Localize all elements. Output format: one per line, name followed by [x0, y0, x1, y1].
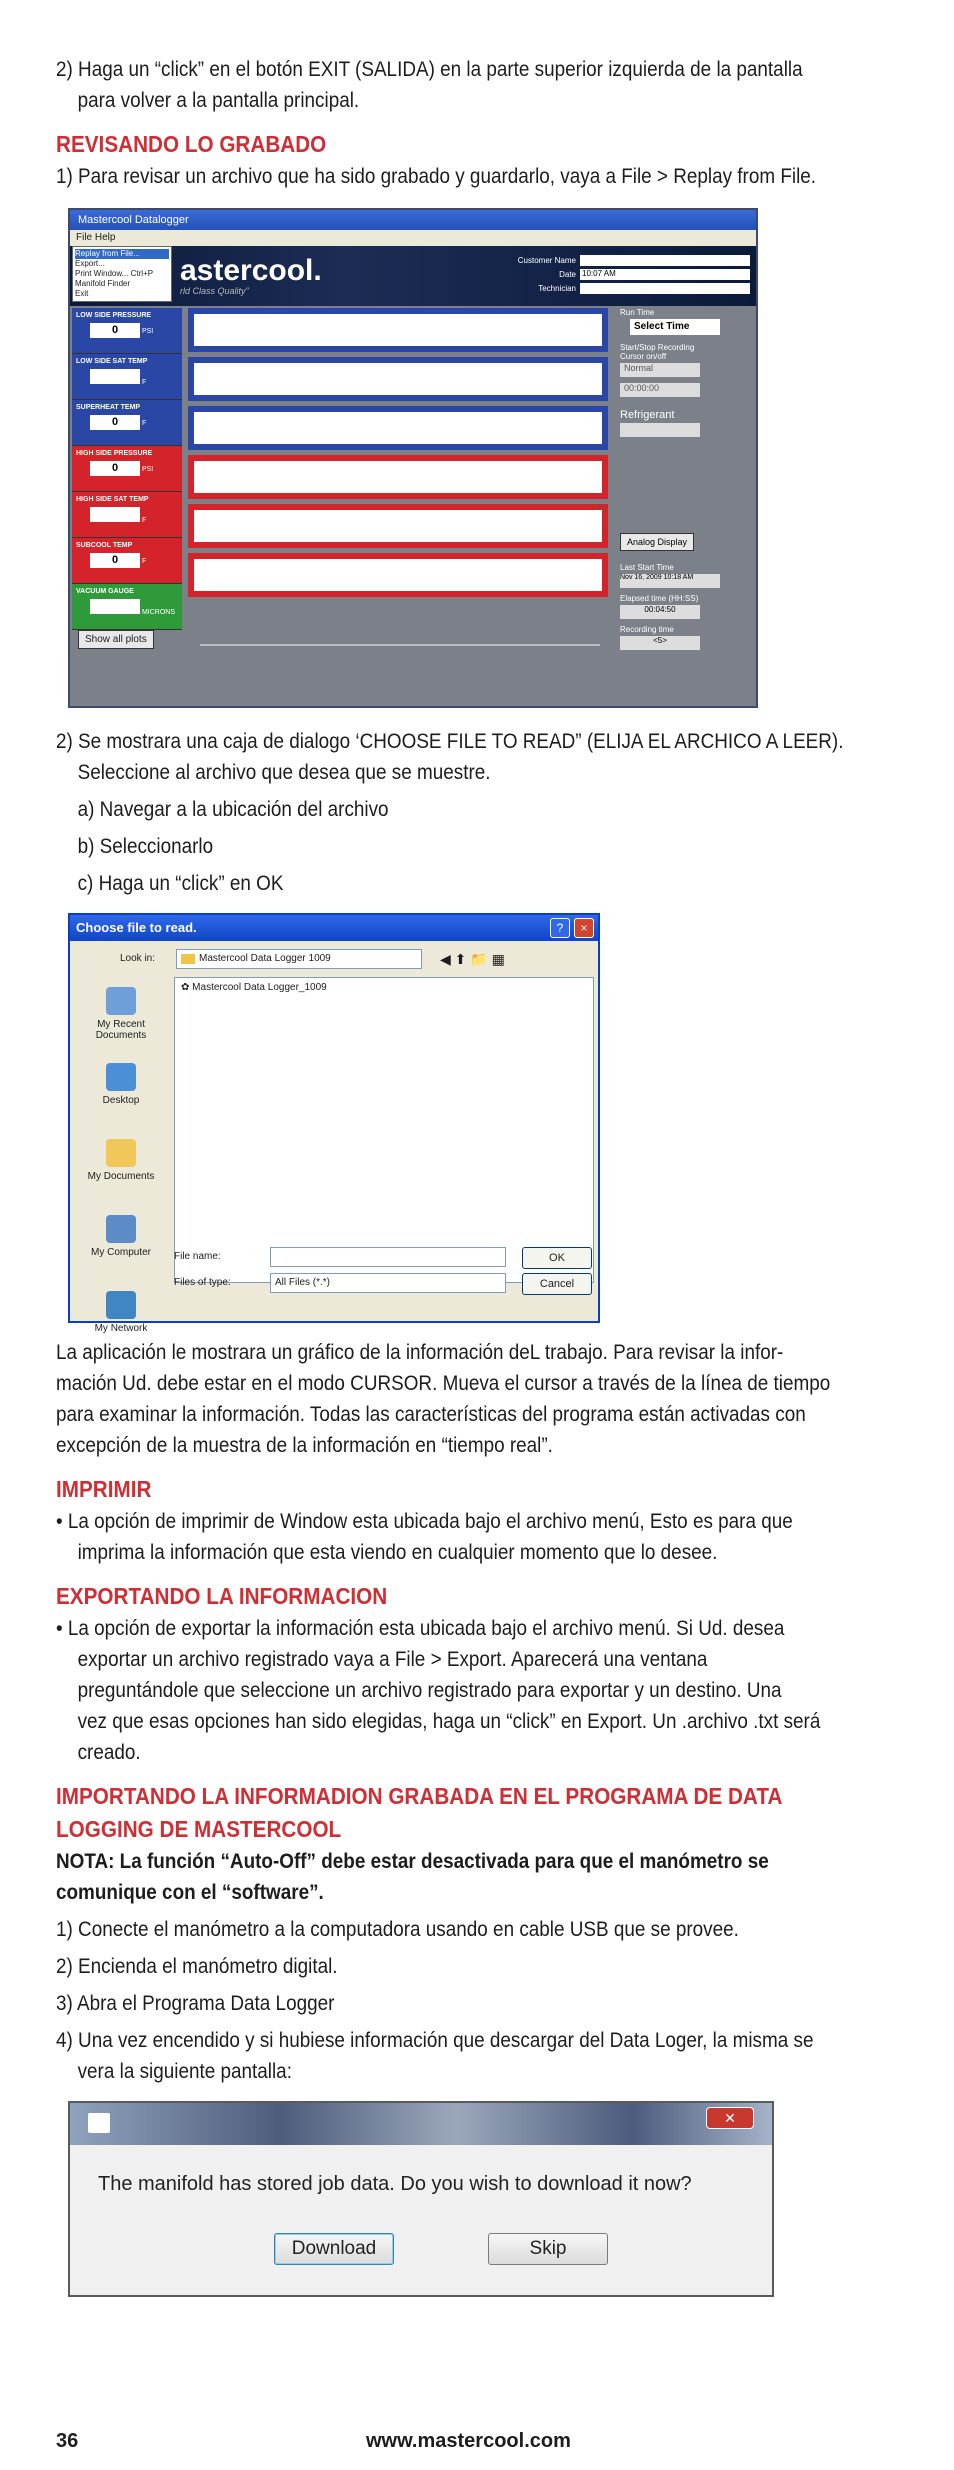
review-step-2	[56, 726, 902, 788]
file-menu-dropdown	[72, 246, 172, 302]
file-item-label: Mastercool Data Logger_1009	[192, 982, 327, 993]
panel-vacuum	[72, 584, 182, 630]
app-para-line-1: La aplicación le mostrara un gráfico de la información deL trabajo. Para revisar la infor-	[56, 1341, 784, 1364]
date-input[interactable]: 10:07 AM	[580, 269, 750, 280]
panel-high-sat	[72, 492, 182, 538]
desktop-icon	[106, 1063, 136, 1091]
panel-value: 0	[90, 553, 140, 568]
import-step-4-line-1: 4) Una vez encendido y si hubiese información que descargar del Data Loger, la misma se	[56, 2029, 814, 2052]
panel-unit: F	[141, 379, 147, 386]
file-name-input[interactable]	[270, 1247, 506, 1267]
step-2-line-2: para volver a la pantalla principal.	[77, 89, 360, 112]
plot-strip	[188, 553, 608, 597]
panel-high-pressure	[72, 446, 182, 492]
download-button[interactable]: Download	[274, 2233, 394, 2265]
panel-value: 0	[90, 323, 140, 338]
show-all-plots-button[interactable]: Show all plots	[78, 630, 154, 649]
place-desktop[interactable]	[76, 1063, 166, 1133]
place-label: My Recent Documents	[95, 1019, 147, 1041]
job-fields	[460, 254, 750, 296]
file-type-label: Files of type:	[174, 1277, 231, 1288]
choose-file-dialog	[68, 913, 600, 1334]
my-network-icon	[106, 1291, 136, 1319]
panel-unit: PSI	[141, 466, 154, 473]
dialog-title: Choose file to read.	[70, 915, 598, 941]
control-panel	[620, 308, 750, 656]
analog-display-button[interactable]: Analog Display	[620, 533, 694, 551]
page-number: 36	[56, 2430, 79, 2452]
review-step-1: 1) Para revisar un archivo que ha sido grabado y guardarlo, vaya a File > Replay from File.	[56, 165, 817, 188]
panel-unit: F	[141, 420, 147, 427]
plot-strip	[188, 406, 608, 450]
recording-time-label: Recording time	[620, 625, 674, 634]
download-message: The manifold has stored job data. Do you wish to download it now?	[98, 2173, 692, 2195]
help-icon[interactable]: ?	[550, 918, 570, 938]
technician-input[interactable]	[580, 283, 750, 294]
panel-label: HIGH SIDE PRESSURE	[76, 450, 153, 457]
skip-button[interactable]: Skip	[488, 2233, 608, 2265]
export-line-2: exportar un archivo registrado vaya a File > Export. Aparecerá una ventana	[77, 1648, 708, 1671]
panel-unit: MICRONS	[141, 609, 176, 616]
substep-a: a) Navegar a la ubicación del archivo	[77, 798, 389, 821]
download-dialog	[68, 2101, 774, 2297]
panel-value	[90, 369, 140, 384]
panel-low-pressure	[72, 308, 182, 354]
elapsed-label: Elapsed time (HH:SS)	[620, 594, 699, 603]
panel-label: LOW SIDE PRESSURE	[76, 312, 152, 319]
speed-dropdown[interactable]: Normal	[620, 363, 700, 377]
print-line-2: imprima la información que esta viendo en cualquier momento que lo desee.	[77, 1541, 718, 1564]
step-2-exit	[56, 54, 902, 116]
customer-input[interactable]	[580, 255, 750, 266]
file-type-dropdown[interactable]: All Files (*.*)	[270, 1273, 506, 1293]
place-label: My Documents	[87, 1171, 155, 1182]
place-label: My Network	[94, 1323, 148, 1334]
heading-export: EXPORTANDO LA INFORMACION	[56, 1583, 388, 1609]
panel-label: SUBCOOL TEMP	[76, 542, 133, 549]
app-para-line-4: excepción de la muestra de la información en “tiempo real”.	[56, 1434, 553, 1457]
my-documents-icon	[106, 1139, 136, 1167]
my-computer-icon	[106, 1215, 136, 1243]
menu-item-print[interactable]: Print Window... Ctrl+P	[75, 269, 154, 278]
heading-review: REVISANDO LO GRABADO	[56, 131, 327, 157]
plot-strip	[188, 308, 608, 352]
datalogger-title: Mastercool Datalogger	[70, 210, 756, 230]
plot-strip	[188, 455, 608, 499]
panel-label: LOW SIDE SAT TEMP	[76, 358, 148, 365]
application-paragraph	[56, 1337, 902, 1461]
timeline-slider[interactable]	[200, 644, 600, 654]
app-icon	[88, 2113, 110, 2133]
import-step-3: 3) Abra el Programa Data Logger	[56, 1992, 335, 2015]
note-line-2: comunique con el “software”.	[56, 1881, 324, 1904]
heading-print: IMPRIMIR	[56, 1476, 152, 1502]
elapsed-value: 00:04:50	[620, 605, 700, 619]
menu-item-export[interactable]: Export...	[75, 259, 105, 268]
menu-item-exit[interactable]: Exit	[75, 289, 89, 298]
export-line-5: creado.	[77, 1741, 141, 1764]
recording-time-value: <5>	[620, 636, 700, 650]
panel-value: 0	[90, 415, 140, 430]
date-label: Date	[559, 269, 576, 279]
panel-value	[90, 599, 140, 614]
import-step-4-line-2: vera la siguiente pantalla:	[77, 2060, 292, 2083]
look-in-dropdown[interactable]: Mastercool Data Logger 1009	[176, 949, 422, 969]
panel-value: 0	[90, 461, 140, 476]
heading-import	[56, 1780, 902, 1846]
plot-area	[188, 308, 608, 602]
gauge-panels	[72, 308, 182, 630]
customer-label: Customer Name	[517, 255, 576, 265]
print-bullet	[56, 1506, 902, 1568]
export-bullet	[56, 1613, 902, 1768]
app-para-line-3: para examinar la información. Todas las características del programa están activadas con	[56, 1403, 806, 1426]
import-step-2: 2) Encienda el manómetro digital.	[56, 1955, 338, 1978]
panel-label: HIGH SIDE SAT TEMP	[76, 496, 149, 503]
import-step-4	[56, 2025, 902, 2087]
menu-item-replay[interactable]: Replay from File...	[75, 249, 169, 259]
panel-unit: PSI	[141, 328, 154, 335]
panel-unit: F	[141, 517, 147, 524]
navigation-icons[interactable]: ◀ ⬆ 📁 ▦	[440, 951, 505, 967]
place-label: Desktop	[102, 1095, 140, 1106]
datalogger-banner	[70, 246, 756, 306]
panel-subcool	[72, 538, 182, 584]
step-2-line-1: 2) Haga un “click” en el botón EXIT (SALIDA) en la parte superior izquierda de la pantalla	[56, 58, 803, 81]
refrigerant-field[interactable]	[620, 423, 700, 437]
file-item[interactable]: ✿ Mastercool Data Logger_1009	[181, 982, 327, 993]
substep-c: c) Haga un “click” en OK	[77, 872, 284, 895]
run-time-label: Run Time	[620, 308, 655, 317]
export-line-1: • La opción de exportar la información esta ubicada bajo el archivo menú. Si Ud. desea	[56, 1617, 785, 1640]
import-step-1: 1) Conecte el manómetro a la computadora usando en cable USB que se provee.	[56, 1918, 739, 1941]
refrigerant-label: Refrigerant	[620, 409, 675, 421]
select-time-dropdown[interactable]: Select Time	[630, 319, 720, 335]
place-computer[interactable]	[76, 1215, 166, 1285]
places-bar	[76, 981, 166, 1361]
heading-import-line-2: LOGGING DE MASTERCOOL	[56, 1816, 342, 1842]
footer-url[interactable]: www.mastercool.com	[366, 2430, 571, 2452]
mastercool-logo: astercool.	[180, 254, 322, 287]
app-para-line-2: mación Ud. debe estar en el modo CURSOR. Mueva el cursor a través de la línea de tiempo	[56, 1372, 831, 1395]
cursor-label: Cursor on/off	[620, 352, 667, 361]
panel-unit: F	[141, 558, 147, 565]
look-in-label: Look in:	[120, 953, 156, 964]
ok-button[interactable]: OK	[522, 1247, 592, 1269]
place-documents[interactable]	[76, 1139, 166, 1209]
review-step-2-line-1: 2) Se mostrara una caja de dialogo ‘CHOOSE FILE TO READ” (ELIJA EL ARCHICO A LEER).	[56, 730, 844, 753]
mastercool-tagline: rld Class Quality”	[180, 286, 249, 296]
auto-off-note	[56, 1846, 902, 1908]
recent-documents-icon	[106, 987, 136, 1015]
heading-import-line-1: IMPORTANDO LA INFORMADION GRABADA EN EL PROGRAMA DE DATA	[56, 1783, 783, 1809]
close-icon[interactable]: ✕	[706, 2107, 754, 2129]
last-start-value: Nov 16, 2009 10:18 AM	[620, 574, 720, 588]
export-line-3: preguntándole que seleccione un archivo registrado para exportar y un destino. Una	[77, 1679, 782, 1702]
panel-label: VACUUM GAUGE	[76, 588, 134, 595]
panel-superheat	[72, 400, 182, 446]
datalogger-screenshot	[68, 208, 758, 708]
time-field: 00:00:00	[620, 383, 700, 397]
print-line-1: • La opción de imprimir de Window esta ubicada bajo el archivo menú, Esto es para que	[56, 1510, 793, 1533]
file-name-label: File name:	[174, 1251, 221, 1262]
start-stop-label: Start/Stop Recording	[620, 343, 695, 352]
file-list	[174, 977, 594, 1283]
technician-label: Technician	[538, 283, 576, 293]
close-icon[interactable]: ×	[574, 918, 594, 938]
place-label: My Computer	[90, 1247, 151, 1258]
manual-page	[56, 54, 906, 2297]
place-recent[interactable]	[76, 987, 166, 1057]
datalogger-menu-bar[interactable]: File Help	[70, 230, 756, 246]
substep-b: b) Seleccionarlo	[77, 835, 214, 858]
plot-strip	[188, 357, 608, 401]
panel-label: SUPERHEAT TEMP	[76, 404, 141, 411]
note-line-1: NOTA: La función “Auto-Off” debe estar desactivada para que el manómetro se	[56, 1850, 769, 1873]
last-start-label: Last Start Time	[620, 563, 674, 572]
review-step-2-line-2: Seleccione al archivo que desea que se muestre.	[77, 761, 491, 784]
cancel-button[interactable]: Cancel	[522, 1273, 592, 1295]
dialog-titlebar	[70, 2103, 772, 2145]
panel-value	[90, 507, 140, 522]
plot-strip	[188, 504, 608, 548]
panel-low-sat	[72, 354, 182, 400]
export-line-4: vez que esas opciones han sido elegidas, haga un “click” en Export. Un .archivo .txt será	[77, 1710, 821, 1733]
menu-item-manifold[interactable]: Manifold Finder	[75, 279, 131, 288]
